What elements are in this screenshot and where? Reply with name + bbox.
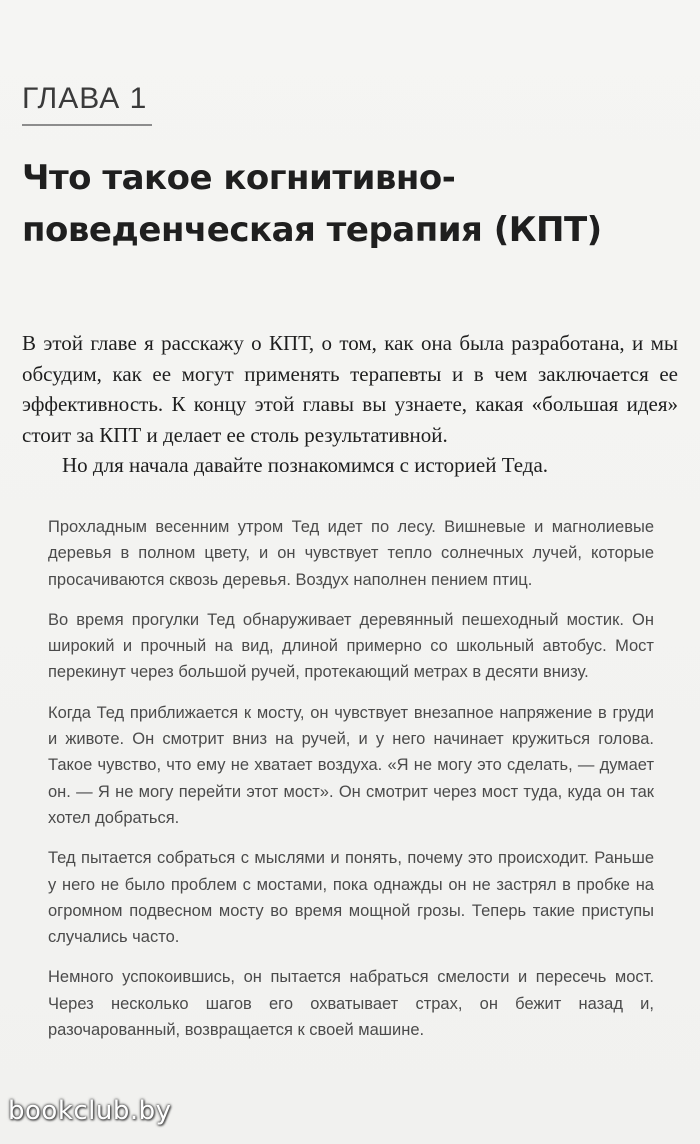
chapter-rule-divider <box>22 124 152 126</box>
intro-text <box>22 328 678 481</box>
chapter-title: Что такое когнитивно-поведенческая терапия (КПТ) <box>22 158 602 250</box>
intro-paragraph: Но для начала давайте познакомимся с историей Теда. <box>62 453 549 477</box>
story-paragraph: Немного успокоившись, он пытается набраться смелости и пересечь мост. Через несколько шагов его охватывает страх, он бежит назад и, разочарованный, возвращается к своей машине. <box>48 968 654 1040</box>
chapter-label: ГЛАВА 1 <box>22 82 148 115</box>
intro-paragraph: В этой главе я расскажу о КПТ, о том, как она была разработана, и мы обсудим, как ее могут применять терапевты и в чем заключается ее эффективность. К концу этой главы вы узнаете, какая «большая идея» стоит за КПТ и делает ее столь результативной. <box>22 331 678 447</box>
story-paragraph: Прохладным весенним утром Тед идет по лесу. Вишневые и магнолиевые деревья в полном цвету, и он чувствует тепло солнечных лучей, которые просачиваются сквозь деревья. Воздух наполнен пением птиц. <box>48 518 654 589</box>
story-excerpt <box>48 514 654 1057</box>
story-paragraph: Во время прогулки Тед обнаруживает деревянный пешеходный мостик. Он широкий и прочный на вид, длиной примерно со школьный автобус. Мост перекинут через большой ручей, протекающий метрах в десяти внизу. <box>48 610 654 682</box>
story-paragraph: Тед пытается собраться с мыслями и понять, почему это происходит. Раньше у него не было проблем с мостами, пока однажды он не застрял в пробке на огромном подвесном мосту во время мощной грозы. Теперь такие приступы случались часто. <box>48 849 654 947</box>
story-paragraph: Когда Тед приближается к мосту, он чувствует внезапное напряжение в груди и животе. Он смотрит вниз на ручей, и у него начинает кружиться голова. Такое чувство, что ему не хватает воздуха. «Я не могу это сделать, — думает он. — Я не могу перейти этот мост». Он смотрит через мост туда, куда он так хотел добраться. <box>48 703 654 827</box>
watermark: bookclub.by <box>8 1096 172 1126</box>
